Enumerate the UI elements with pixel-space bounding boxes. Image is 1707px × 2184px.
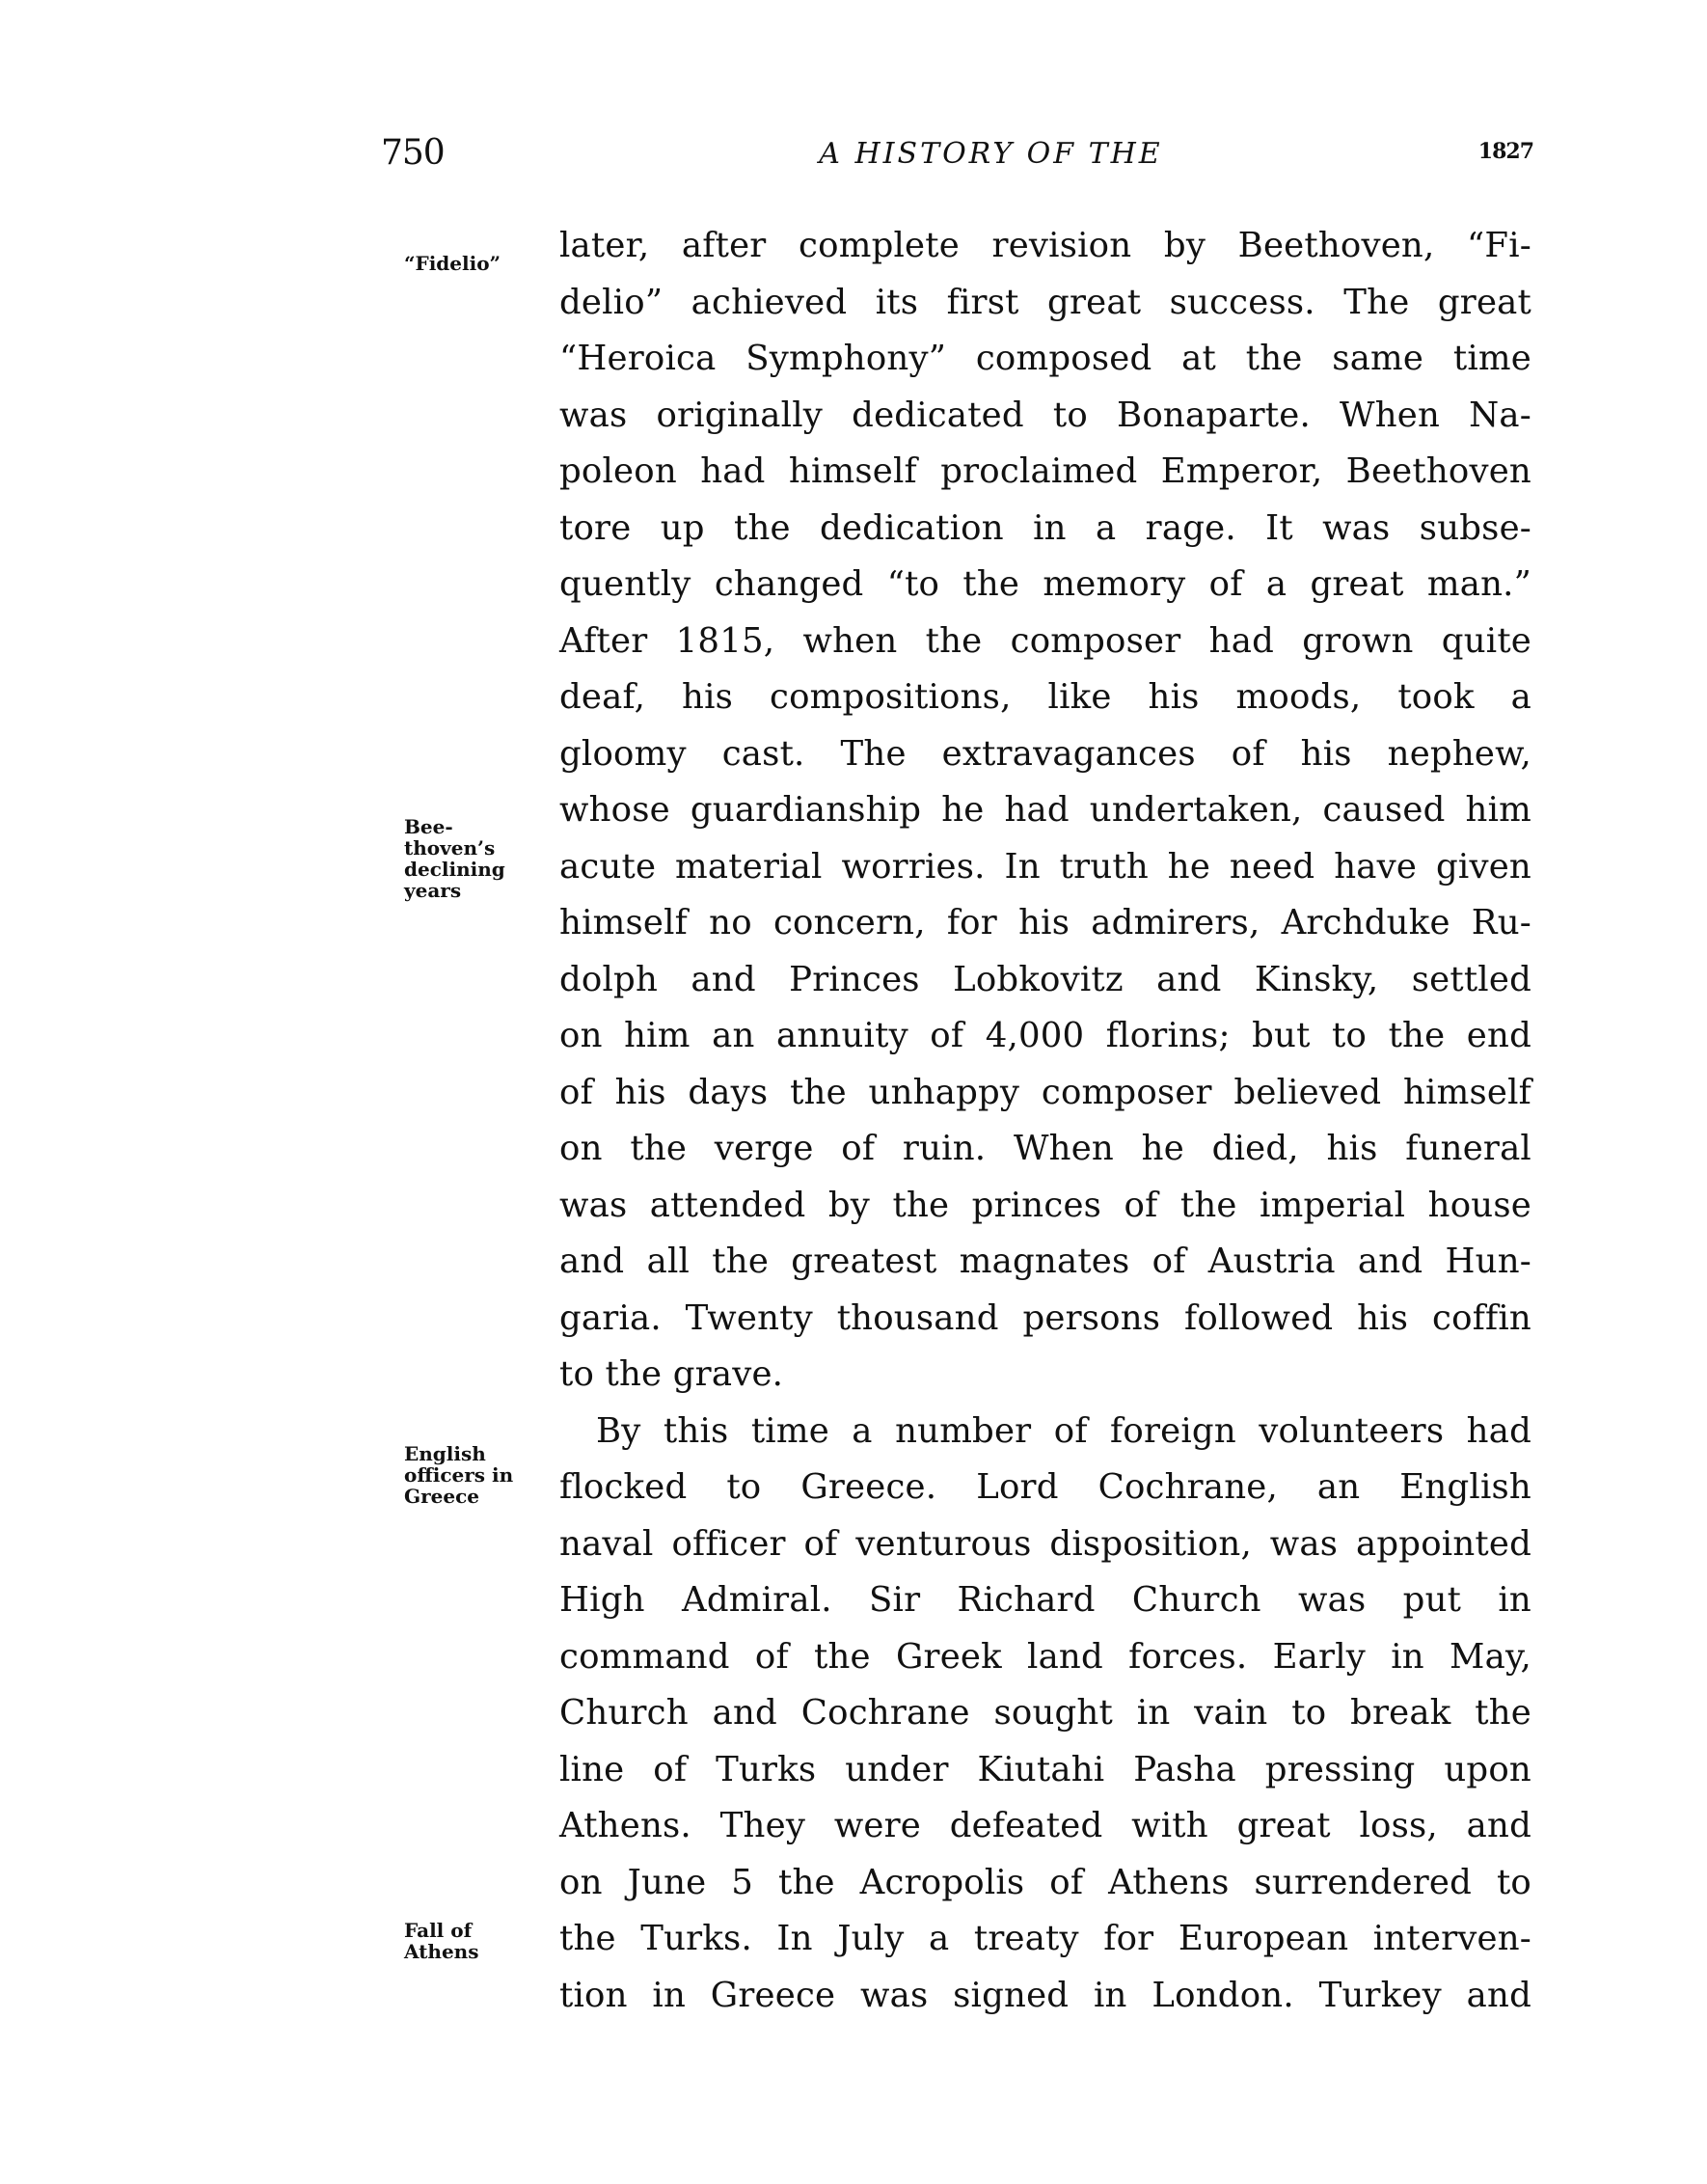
margin-note-line: Athens: [404, 1940, 479, 1963]
text-line: High Admiral. Sir Richard Church was put in: [559, 1580, 1531, 1620]
text-line: on him an annuity of 4,000 florins; but to the end: [559, 1016, 1531, 1055]
margin-note-fall-of-athens: [404, 1920, 539, 1962]
text-line: was originally dedicated to Bonaparte. When Na-: [559, 395, 1531, 435]
text-line-paragraph-end: to the grave.: [559, 1354, 784, 1394]
text-line: naval officer of venturous disposition, was appointed: [559, 1523, 1531, 1564]
margin-note-line: “Fidelio”: [404, 252, 501, 275]
page-year: 1827: [1477, 139, 1533, 164]
text-line: “Heroica Symphony” composed at the same time: [559, 339, 1531, 378]
text-line: on June 5 the Acropolis of Athens surrendered to: [559, 1862, 1531, 1902]
text-line: later, after complete revision by Beethoven, “Fi-: [559, 226, 1531, 265]
page-number: 750: [381, 133, 445, 173]
running-title: [381, 137, 1533, 171]
text-line: was attended by the princes of the imperial house: [559, 1185, 1531, 1225]
text-line: delio” achieved its first great success. The great: [559, 282, 1531, 322]
text-line: on the verge of ruin. When he died, his funeral: [559, 1129, 1531, 1168]
running-title-text: A HISTORY OF THE: [819, 137, 1163, 171]
text-line: command of the Greek land forces. Early in May,: [559, 1636, 1531, 1677]
margin-note-line: Greece: [404, 1485, 479, 1508]
text-line: line of Turks under Kiutahi Pasha pressing upon: [559, 1749, 1531, 1789]
text-line: dolph and Princes Lobkovitz and Kinsky, settled: [559, 959, 1531, 999]
margin-note-line: thoven’s: [404, 836, 496, 860]
text-line: After 1815, when the composer had grown quite: [559, 620, 1531, 661]
text-line: garia. Twenty thousand persons followed his coffin: [559, 1297, 1531, 1338]
text-line: whose guardianship he had undertaken, caused him: [559, 790, 1531, 830]
text-line: the Turks. In July a treaty for European interven-: [559, 1919, 1531, 1958]
margin-note-fidelio: [404, 253, 539, 274]
text-line: of his days the unhappy composer believed himself: [559, 1072, 1531, 1112]
text-line-paragraph-start: By this time a number of foreign volunteers had: [596, 1410, 1531, 1451]
margin-note-line: Fall of: [404, 1919, 473, 1942]
margin-note-line: Bee-: [404, 815, 453, 838]
margin-note-beethovens-declining-years: [404, 816, 539, 901]
margin-note-line: declining: [404, 858, 505, 881]
text-line: gloomy cast. The extravagances of his nephew,: [559, 733, 1531, 774]
body-text: [559, 218, 1531, 2024]
margin-note-english-officers: [404, 1443, 539, 1507]
text-line: himself no concern, for his admirers, Archduke Ru-: [559, 903, 1531, 942]
margin-note-line: English: [404, 1442, 486, 1465]
running-head: [381, 133, 1533, 181]
margin-note-line: years: [404, 879, 462, 902]
text-line: deaf, his compositions, like his moods, took a: [559, 677, 1531, 717]
text-line: poleon had himself proclaimed Emperor, Beethoven: [559, 451, 1531, 491]
text-line: Athens. They were defeated with great loss, and: [559, 1806, 1531, 1845]
text-line: acute material worries. In truth he need have given: [559, 846, 1531, 887]
text-line: Church and Cochrane sought in vain to break the: [559, 1693, 1531, 1733]
text-line: tore up the dedication in a rage. It was subse-: [559, 507, 1531, 548]
text-line: and all the greatest magnates of Austria and Hun-: [559, 1242, 1531, 1281]
text-line: quently changed “to the memory of a great man.”: [559, 564, 1531, 604]
margin-note-line: officers in: [404, 1463, 514, 1487]
text-line: tion in Greece was signed in London. Turkey and: [559, 1975, 1531, 2015]
text-line: flocked to Greece. Lord Cochrane, an English: [559, 1467, 1531, 1507]
